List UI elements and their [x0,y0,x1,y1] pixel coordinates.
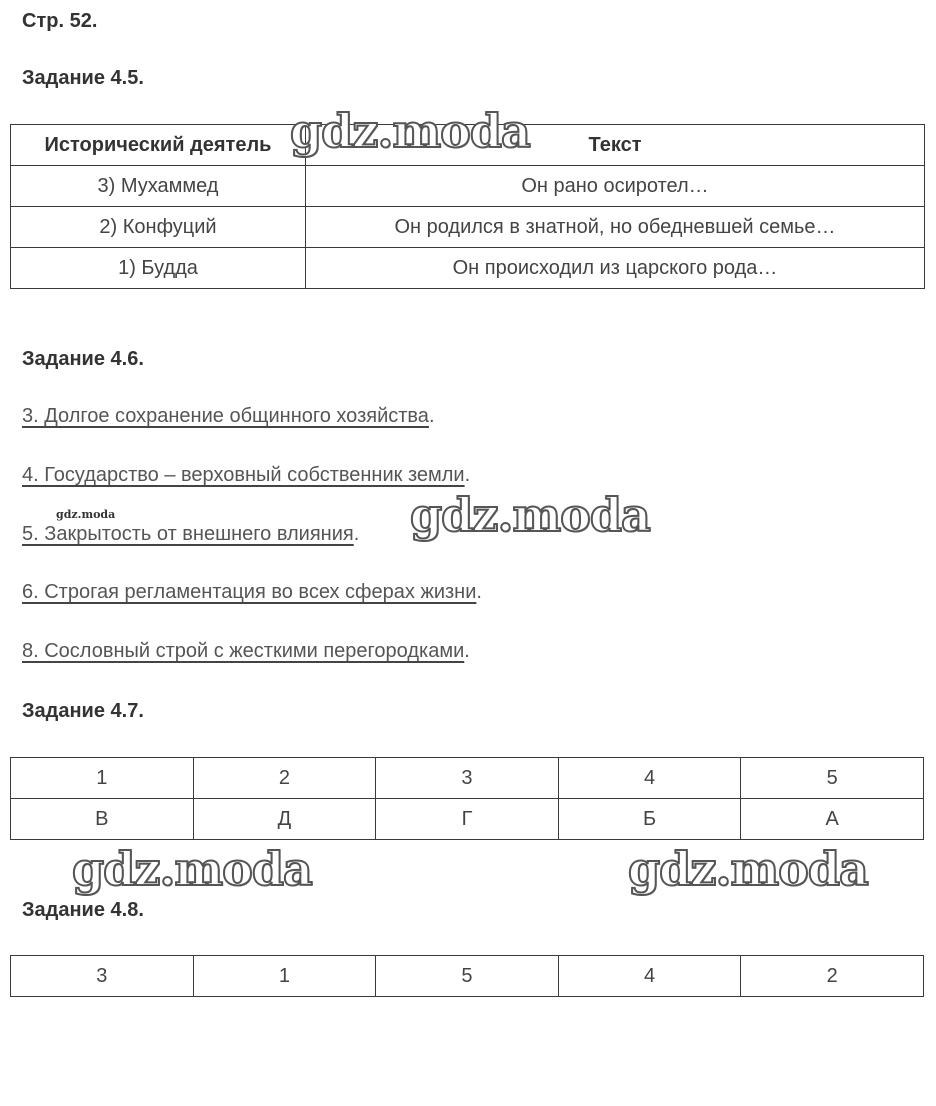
table-cell: Г [376,799,559,840]
table-row [11,956,924,997]
list-item-period: . [464,640,470,662]
table-cell: Б [558,799,741,840]
table-row [11,248,925,289]
table-row [11,166,925,207]
list-item [22,464,470,487]
task-4-7-heading: Задание 4.7. [22,700,144,722]
list-item-period: . [428,405,435,427]
table-cell: Он происходил из царского рода… [306,248,925,289]
list-item-text: 8. Сословный строй с жесткими перегородками [22,640,465,662]
table-row [11,799,924,840]
table-cell: В [11,799,194,840]
table-cell: 2 [741,956,924,997]
task-4-5-heading: Задание 4.5. [22,67,144,89]
watermark-logo: gdz.moda [410,488,650,542]
watermark-logo: gdz.moda [290,104,530,158]
table-cell: 1) Будда [11,248,306,289]
task-4-6-heading: Задание 4.6. [22,348,144,370]
list-item-text: 3. Долгое сохранение общинного хозяйства [22,405,429,427]
table-cell: 3 [11,956,194,997]
table-cell: 4 [558,758,741,799]
list-item-text: 6. Строгая регламентация во всех сферах жизни [22,581,477,603]
header-text: Текст [306,125,925,166]
table-cell: 2 [193,758,376,799]
table-row [11,207,925,248]
watermark-small: gdz.moda [56,508,116,521]
table-cell: 3) Мухаммед [11,166,306,207]
table-cell: Д [193,799,376,840]
task-4-8-table [10,955,924,997]
task-4-8-heading: Задание 4.8. [22,899,144,921]
watermark-logo: gdz.moda [72,842,312,896]
list-item-period: . [353,523,360,545]
table-cell: 2) Конфуций [11,207,306,248]
list-item [22,523,359,546]
list-item [22,405,435,428]
list-item-text: 5. Закрытость от внешнего влияния [22,523,354,545]
task-4-7-table [10,757,924,840]
list-item-period: . [464,464,471,486]
header-figure: Исторический деятель [11,125,306,166]
table-cell: 3 [376,758,559,799]
table-cell: 1 [11,758,194,799]
watermark-logo: gdz.moda [628,842,868,896]
page-label: Стр. 52. [22,10,98,32]
table-row [11,758,924,799]
table-cell: 4 [558,956,741,997]
list-item [22,640,470,663]
list-item-text: 4. Государство – верховный собственник земли [22,464,465,486]
table-cell: 5 [376,956,559,997]
table-cell: Он родился в знатной, но обедневшей семье… [306,207,925,248]
table-cell: 1 [193,956,376,997]
table-cell: А [741,799,924,840]
table-cell: Он рано осиротел… [306,166,925,207]
table-cell: 5 [741,758,924,799]
list-item [22,581,482,604]
list-item-period: . [476,581,482,603]
